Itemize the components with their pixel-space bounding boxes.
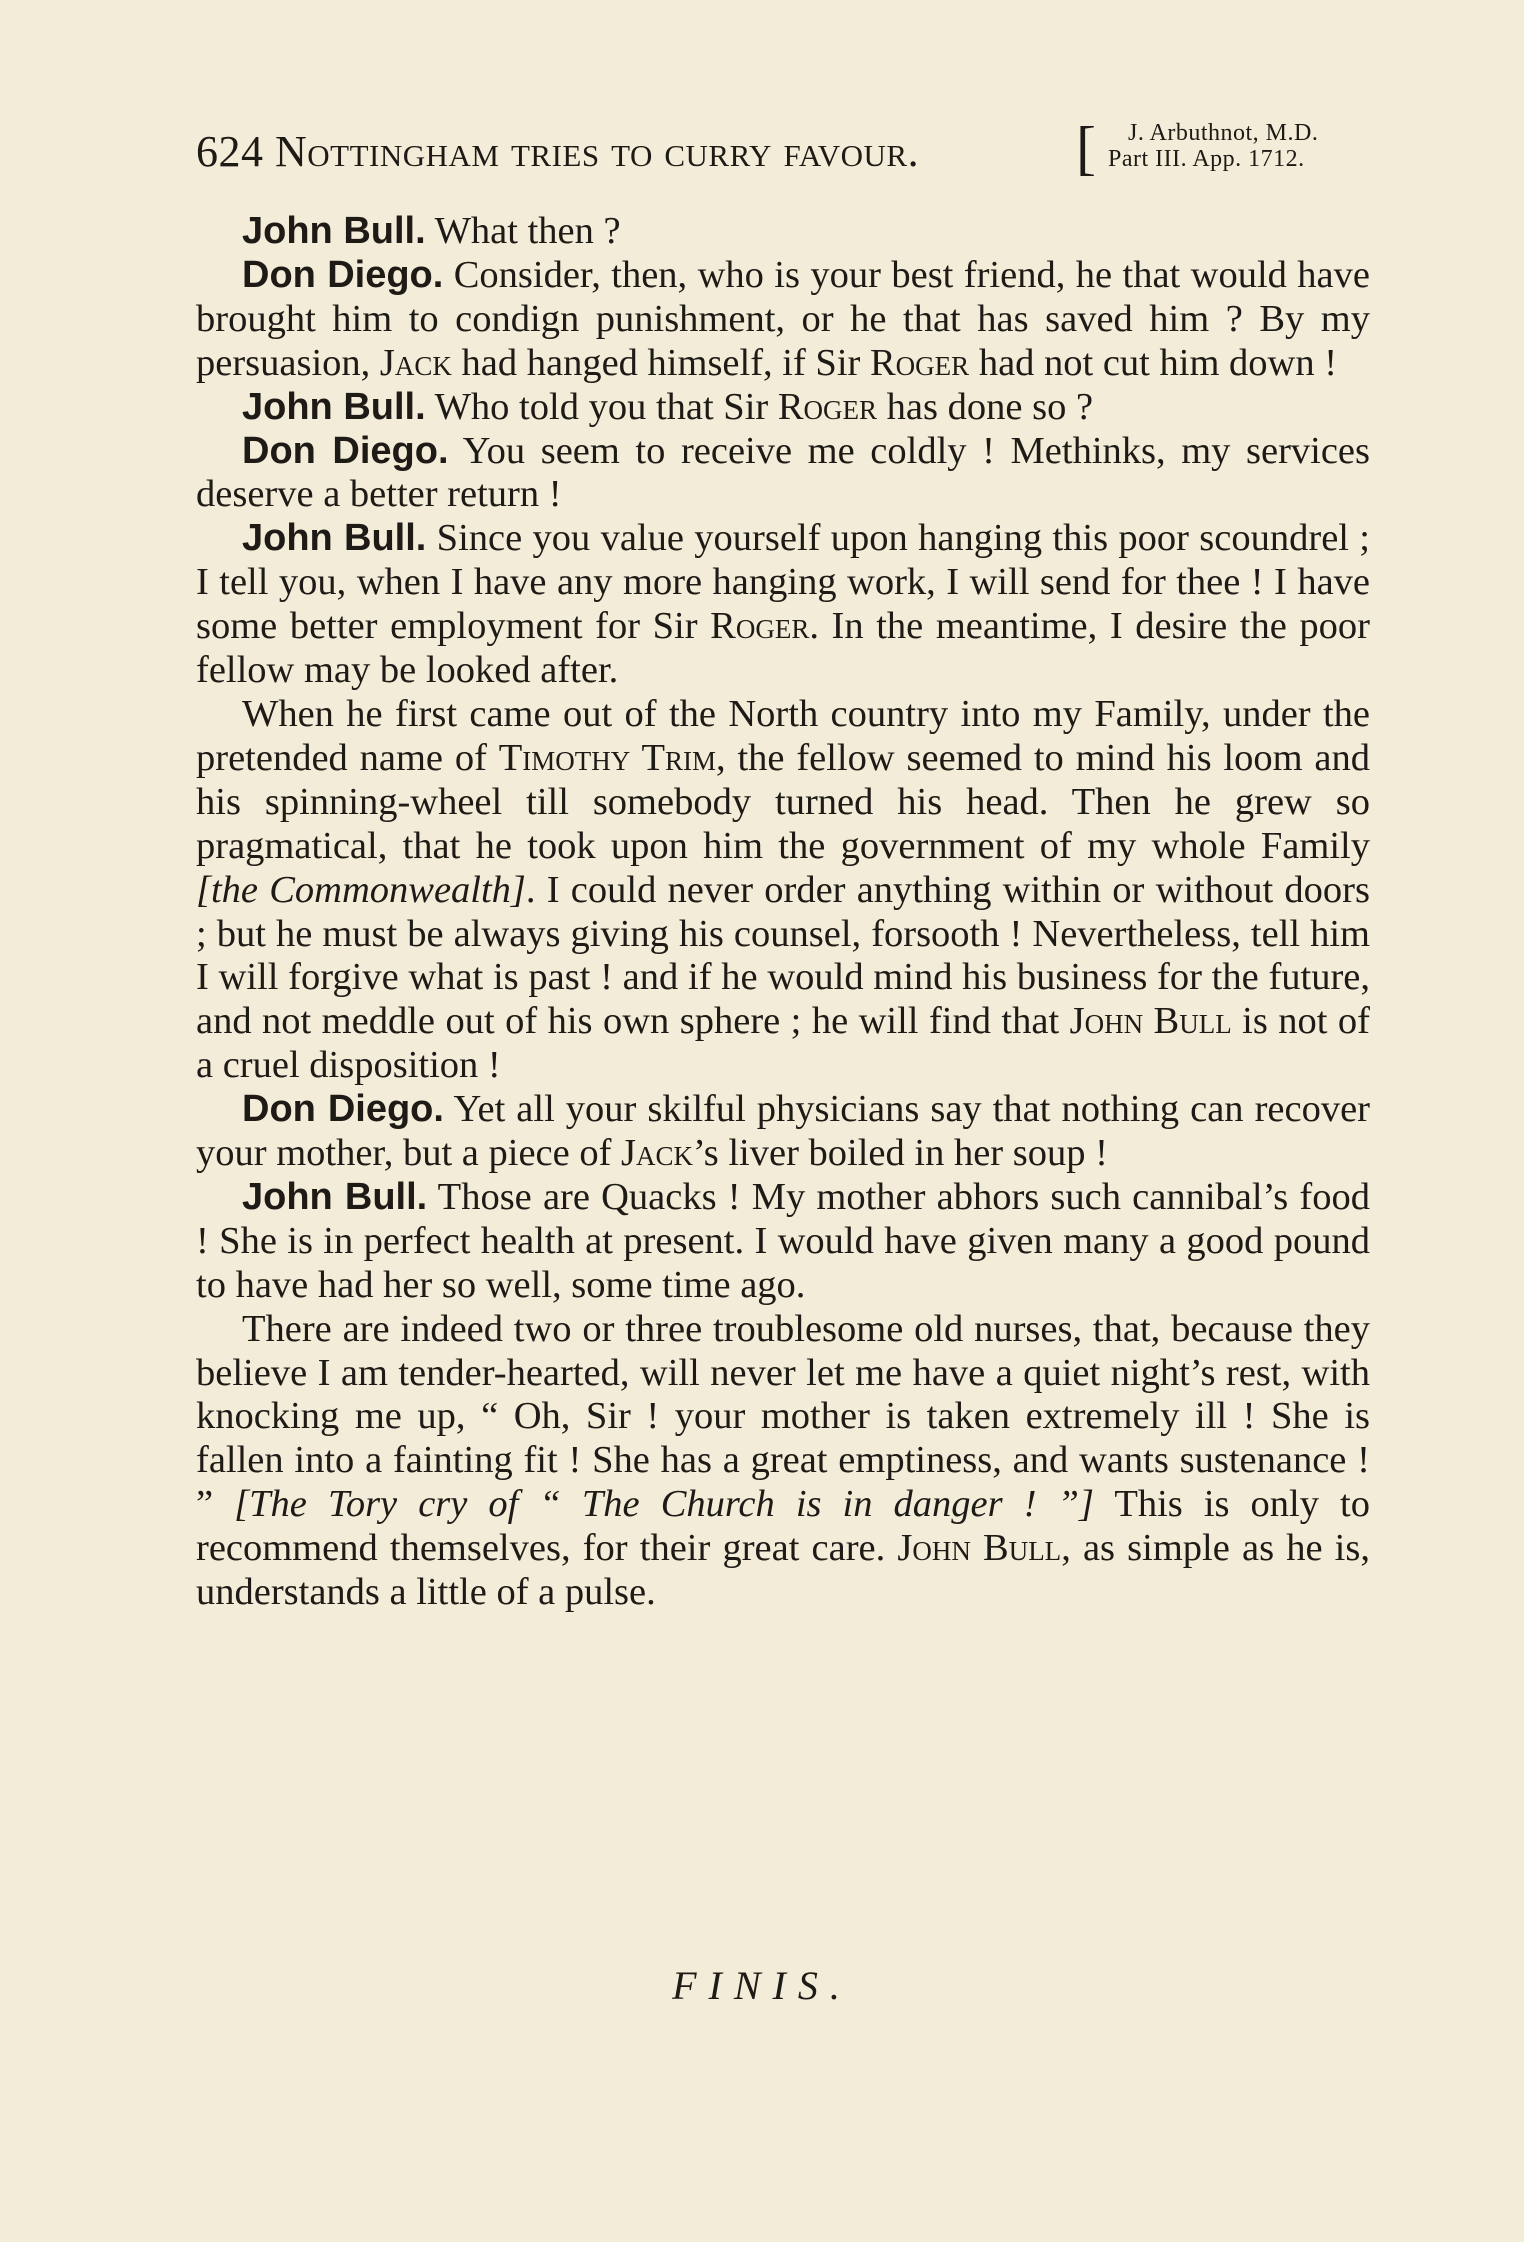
speaker-name: Don Diego. bbox=[242, 429, 449, 472]
body-text bbox=[196, 210, 1370, 1615]
dialogue-paragraph bbox=[196, 517, 1370, 693]
paragraph-text: Who told you that Sir bbox=[425, 385, 778, 428]
paragraph-text: ’s liver boiled in her soup ! bbox=[693, 1132, 1108, 1175]
speaker-name: John Bull. bbox=[242, 210, 426, 252]
speaker-name: Don Diego. bbox=[242, 1088, 444, 1131]
dialogue-paragraph bbox=[196, 210, 1370, 254]
character-name: Roger bbox=[710, 605, 810, 648]
header-left bbox=[196, 126, 919, 177]
prose-paragraph bbox=[196, 1308, 1370, 1615]
paragraph-text: Since you value yourself upon hanging this poor scoundrel ; I tell you, when I have any more hanging work, I will send for thee ! I have some better employment for Sir bbox=[196, 517, 1371, 648]
paragraph-text: Consider, then, who is your best friend, he that would have brought him to condign punishment, or he that has saved him ? By my persuasion, bbox=[196, 253, 1370, 384]
dialogue-paragraph bbox=[196, 430, 1370, 518]
speaker-name: John Bull. bbox=[242, 385, 426, 428]
finis-ending: FINIS. bbox=[672, 1963, 852, 2008]
dialogue-paragraph bbox=[196, 254, 1370, 386]
paragraph-text: , the fellow seemed to mind his loom and his spinning-wheel till somebody turned his head. Then he grew so pragmatical, that he took upon him the government of my whole Family bbox=[196, 736, 1370, 867]
paragraph-text: had hanged himself, if Sir bbox=[451, 341, 870, 384]
paragraph-text: has done so ? bbox=[877, 385, 1094, 428]
speaker-name: Don Diego. bbox=[242, 253, 444, 296]
paragraph-text: . In the meantime, I desire the poor fellow may be looked after. bbox=[196, 605, 1370, 692]
character-name: Roger bbox=[870, 341, 970, 384]
character-name: Jack bbox=[379, 341, 452, 384]
paragraph-text: What then ? bbox=[425, 210, 621, 252]
speaker-name: John Bull. bbox=[242, 1175, 428, 1218]
speaker-name: John Bull. bbox=[242, 517, 427, 560]
page-number: 624 bbox=[196, 127, 264, 176]
header-part: Part III. App. 1712. bbox=[1108, 146, 1305, 172]
editorial-gloss: [The Tory cry of “ The Church is in danger ! ”] bbox=[234, 1483, 1094, 1526]
character-name: Timothy Trim bbox=[498, 736, 716, 779]
running-header bbox=[196, 115, 1386, 190]
paragraph-text: There are indeed two or three troublesome old nurses, that, because they believe I am tender-hearted, will never let me have a quiet night’s rest, with knocking me up, “ Oh, Sir ! your mother is taken extremely ill ! She is fallen into a fainting fit ! She has a great emptiness, and wants sustenance ! ” bbox=[196, 1307, 1370, 1526]
character-name: John Bull bbox=[897, 1527, 1062, 1570]
prose-paragraph bbox=[196, 693, 1370, 1088]
paragraph-text: When he first came out of the North country into my Family, under the pretended name of bbox=[196, 692, 1370, 779]
dialogue-paragraph bbox=[196, 1088, 1370, 1176]
dialogue-paragraph bbox=[196, 386, 1370, 430]
header-author: J. Arbuthnot, M.D. bbox=[1128, 120, 1319, 146]
paragraph-text: , as simple as he is, understands a little of a pulse. bbox=[196, 1527, 1370, 1614]
dialogue-paragraph bbox=[196, 1176, 1370, 1308]
paragraph-text: Yet all your skilful physicians say that nothing can recover your mother, but a piece of bbox=[196, 1088, 1370, 1175]
paragraph-text: . I could never order anything within or without doors ; but he must be always giving his counsel, forsooth ! Nevertheless, tell him I will forgive what is past ! and if he would mind his business for the future, and not meddle out of his own sphere ; he will find that bbox=[196, 868, 1370, 1043]
character-name: Roger bbox=[777, 385, 878, 428]
paragraph-text: This is only to recommend themselves, for their great care. bbox=[196, 1483, 1370, 1570]
header-bracket: [ bbox=[1076, 115, 1096, 181]
paragraph-text: had not cut him down ! bbox=[969, 341, 1338, 384]
character-name: Jack bbox=[621, 1132, 694, 1175]
paragraph-text: is not of a cruel disposition ! bbox=[196, 1000, 1370, 1087]
running-title: Nottingham tries to curry favour. bbox=[275, 127, 920, 176]
paragraph-text: Those are Quacks ! My mother abhors such cannibal’s food ! She is in perfect health at present. I would have given many a good pound to have had her so well, some time ago. bbox=[196, 1175, 1370, 1306]
paragraph-text: You seem to receive me coldly ! Methinks, my services deserve a better return ! bbox=[196, 429, 1370, 516]
editorial-gloss: [the Commonwealth] bbox=[196, 868, 526, 911]
header-attribution bbox=[1108, 120, 1318, 172]
character-name: John Bull bbox=[1069, 1000, 1232, 1043]
